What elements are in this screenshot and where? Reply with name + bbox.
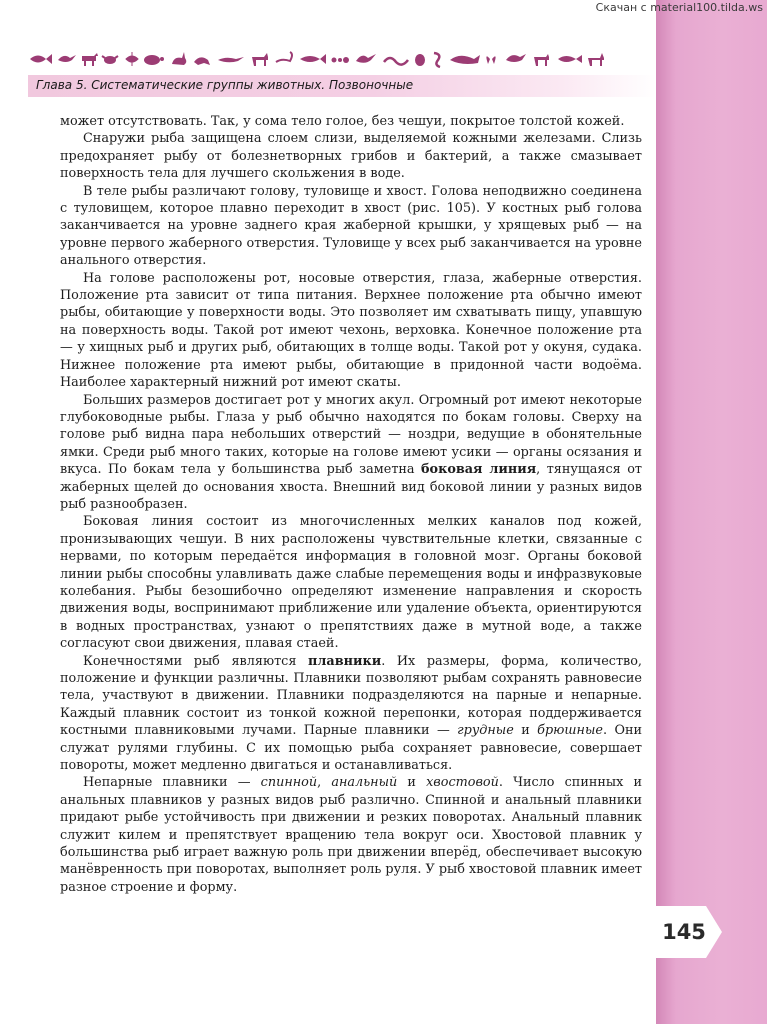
text-run: Больших размеров достигает рот у многих акул. Огромный рот имеют некоторые глубоководные рыбы. Глаза у рыб обычно находятся по бокам головы. Сверху на голове рыб видна пара небольших отверстий — ноздри, ведущие в обонятельные ямки. Среди рыб много таких, которые на голове имеют усики — органы осязания и вкуса. По бокам тела у большинства рыб заметна	[60, 392, 642, 478]
chapter-title: Глава 5. Систематические группы животных. Позвоночные	[36, 78, 414, 92]
italic-term: грудные	[457, 723, 514, 739]
bold-term: плавники	[308, 653, 382, 669]
text-run: На голове расположены рот, носовые отверстия, глаза, жаберные отверстия. Положение рта зависит от типа питания. Верхнее положение рта обычно имеют рыбы, обитающие у поверхности воды. Это позволяет им схватывать пищу, упавшую на поверхность воды. Такой рот имеют чехонь, верховка. Конечное положение рта — у хищных рыб и других рыб, обитающих в толще воды. Такой рот у окуня, судака. Нижнее положение рта имеют рыбы, обитающие в придонной части водоёма. Наиболее характерный нижний рот имеют скаты.	[60, 270, 642, 391]
text-run: может отсутствовать. Так, у сома тело голое, без чешуи, покрытое толстой кожей.	[60, 114, 625, 129]
text-run: В теле рыбы различают голову, туловище и хвост. Голова неподвижно соединена с туловищем, которое плавно переходит в хвост (рис. 105). У костных рыб голова заканчивается на уровне заднего края жаберной крышки, у хрящевых рыб — на уровне первого жаберного отверстия. Туловище у всех рыб заканчивается на уровне анального отверстия.	[60, 183, 642, 269]
text-run: Конечностями рыб являются	[83, 653, 309, 669]
text-run: Непарные плавники —	[83, 775, 261, 791]
text-run: и	[513, 723, 538, 739]
italic-term: хвостовой	[426, 775, 499, 791]
text-run: Снаружи рыба защищена слоем слизи, выделяемой кожными железами. Слизь предохраняет рыбу от болезнетворных грибов и бактерий, а также смазывает поверхность тела для лучшего скольжения в воде.	[60, 131, 642, 182]
text-run: , тянущаяся от жаберных щелей до основания хвоста. Внешний вид боковой линии у разных видов рыб разнообразен.	[60, 462, 642, 512]
paragraph	[60, 130, 642, 182]
page-number: 145	[662, 920, 706, 944]
text-run: ,	[317, 775, 332, 791]
italic-term: брюшные	[537, 723, 603, 739]
paragraph	[60, 392, 642, 514]
text-run: и	[397, 775, 427, 791]
text-run: Боковая линия состоит из многочисленных мелких каналов под кожей, пронизывающих чешуи. В них расположены чувствительные клетки, связанные с нервами, по которым передаётся информация в головной мозг. Органы боковой линии рыбы способны улавливать даже слабые перемещения воды и инфразвуковые колебания. Рыбы безошибочно определяют изменение направления и скорость движения воды, воспринимают приближение или удаление объекта, ориентируются в водных пространствах, узнают о препятствиях даже в мутной воде, а также согласуют свои движения, плавая стаей.	[60, 514, 642, 652]
side-color-strip	[656, 0, 767, 1024]
paragraph	[60, 653, 642, 775]
text-run: . Их размеры, форма, количество, положение и функции различны. Плавники позволяют рыбам сохранять равновесие тела, участвуют в движении. Плавники подразделяются на парные и непарные. Каждый плавник состоит из тонкой кожной перепонки, которая поддерживается костными плавниковыми лучами. Парные плавники —	[60, 653, 642, 739]
animal-silhouettes-row	[28, 48, 608, 70]
text-run: . Число спинных и анальных плавников у разных видов рыб различно. Спинной и анальный плавники придают рыбе устойчивость при движении и резких поворотах. Анальный плавник служит килем и препятствует вращению тела вокруг оси. Хвостовой плавник у большинства рыб играет важную роль при движении вперёд, обеспечивает высокую манёвренность при поворотах, выполняет роль руля. У рыб хвостовой плавник имеет разное строение и форму.	[60, 775, 642, 895]
text-run: . Они служат рулями глубины. С их помощью рыба сохраняет равновесие, совершает повороты, может медленно двигаться и останавливаться.	[60, 723, 643, 774]
italic-term: спинной	[260, 775, 318, 791]
main-text	[60, 113, 642, 896]
watermark: Скачан с material100.tilda.ws	[595, 1, 763, 14]
italic-term: анальный	[331, 775, 398, 791]
paragraph	[60, 113, 642, 130]
paragraph	[60, 774, 642, 896]
paragraph	[60, 183, 642, 270]
bold-term: боковая линия	[421, 462, 537, 478]
animal-silhouettes-icon	[28, 48, 608, 70]
paragraph	[60, 270, 642, 392]
paragraph	[60, 513, 642, 652]
